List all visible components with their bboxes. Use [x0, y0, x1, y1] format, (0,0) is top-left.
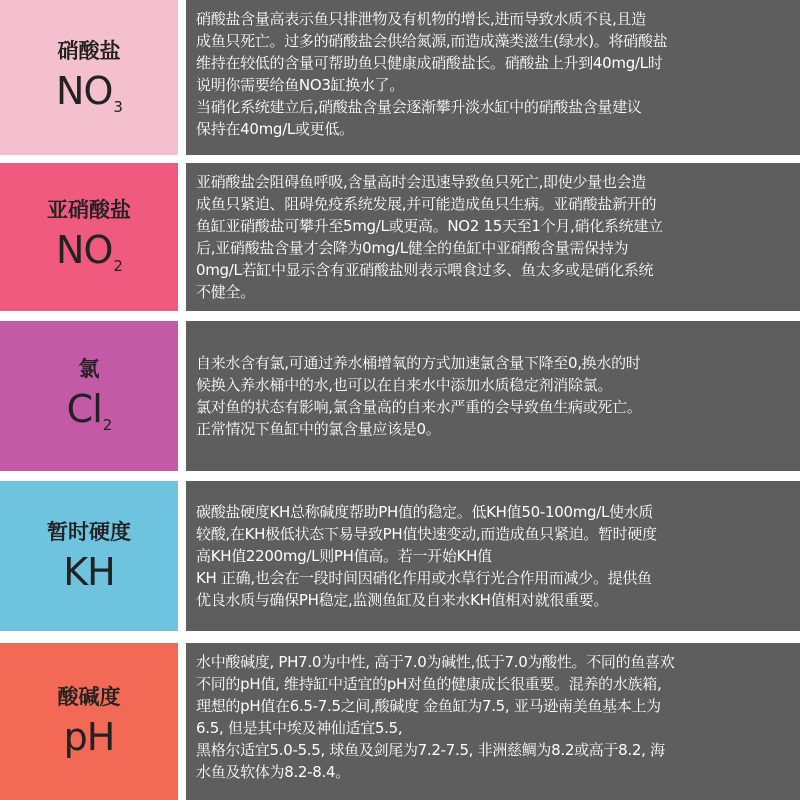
- description-line: 氯对鱼的状态有影响,氯含量高的自来水严重的会导致鱼生病或死亡。: [196, 398, 642, 416]
- description-line: 优良水质与确保PH稳定,监测鱼缸及自来水KH值相对就很重要。: [196, 591, 609, 609]
- description-line: 成鱼只死亡。过多的硝酸盐会供给氮源,而造成藻类滋生(绿水)。将硝酸盐: [196, 32, 668, 50]
- row-carbonate-hardness: [0, 481, 800, 631]
- description-line: 理想的pH值在6.5-7.5之间,酸碱度 金鱼缸为7.5, 亚马逊南美鱼基本上为: [196, 697, 661, 715]
- chemical-formula: KH: [63, 549, 115, 594]
- description-line: 不健全。: [196, 283, 255, 301]
- chemical-formula: pH: [63, 715, 115, 759]
- row-chlorine: [0, 321, 800, 471]
- description-line: 0mg/L若缸中显示含有亚硝酸盐则表示喂食过多、鱼太多或是硝化系统: [196, 261, 654, 279]
- description-line: 硝酸盐含量高表示鱼只排泄物及有机物的增长,进而导致水质不良,且造: [196, 10, 646, 28]
- parameter-name: 硝酸盐: [57, 38, 121, 63]
- description-line: 高KH值2200mg/L则PH值高。若一开始KH值: [196, 547, 492, 565]
- description-line: 不同的pH值, 维持缸中适宜的pH对鱼的健康成长很重要。混养的水族箱,: [196, 675, 662, 693]
- description-line: 说明你需要给鱼NO3缸换水了。: [196, 76, 405, 94]
- description-chlorine: [186, 321, 800, 471]
- row-nitrite: [0, 163, 800, 311]
- chemical-formula: $NO_3$: [56, 68, 122, 116]
- parameter-name: 亚硝酸盐: [47, 198, 131, 222]
- label-cell-chlorine: [0, 321, 178, 471]
- chemical-formula: $Cl_2$: [66, 387, 112, 434]
- chemical-formula: $NO_2$: [56, 228, 122, 275]
- description-line: 水鱼及软体为8.2-8.4。: [196, 763, 350, 781]
- parameter-name: 氯: [78, 357, 100, 381]
- description-line: 水中酸碱度, PH7.0为中性, 高于7.0为碱性,低于7.0为酸性。不同的鱼喜欢: [196, 653, 675, 671]
- description-carbonate-hardness: [186, 481, 800, 631]
- description-line: 维持在较低的含量可帮助鱼只健康成硝酸盐长。硝酸盐上升到40mg/L时: [196, 54, 663, 72]
- parameter-name: 暂时硬度: [47, 519, 131, 544]
- description-line: 6.5, 但是其中埃及神仙适宜5.5,: [196, 719, 403, 737]
- description-nitrate: [186, 0, 800, 155]
- description-line: 成鱼只紧迫、阻碍免疫系统发展,并可能造成鱼只生病。亚硝酸盐新开的: [196, 195, 657, 213]
- description-line: 后,亚硝酸盐含量才会降为0mg/L健全的鱼缸中亚硝酸含量需保持为: [196, 239, 629, 257]
- label-cell-nitrite: [0, 163, 178, 311]
- description-line: KH 正确,也会在一段时间因硝化作用或水草行光合作用而减少。提供鱼: [196, 569, 652, 587]
- description-line: 亚硝酸盐会阻碍鱼呼吸,含量高时会迅速导致鱼只死亡,即使少量也会造: [196, 173, 646, 191]
- label-cell-ph: [0, 643, 178, 800]
- description-line: 碳酸盐硬度KH总称碱度帮助PH值的稳定。低KH值50-100mg/L使水质: [196, 503, 654, 521]
- description-line: 鱼缸亚硝酸盐可攀升至5mg/L或更高。NO2 15天至1个月,硝化系统建立: [196, 217, 663, 235]
- label-cell-nitrate: [0, 0, 178, 155]
- description-line: 黑格尔适宜5.0-5.5, 球鱼及剑尾为7.2-7.5, 非洲慈鲷为8.2或高于8.2, 海: [196, 741, 665, 759]
- description-line: 较酸,在KH极低状态下易导致PH值快速变动,而造成鱼只紧迫。暂时硬度: [196, 525, 657, 543]
- description-line: 自来水含有氯,可通过养水桶增氧的方式加速氯含量下降至0,换水的时: [196, 354, 641, 372]
- description-line: 候换入养水桶中的水,也可以在自来水中添加水质稳定剂消除氯。: [196, 376, 613, 394]
- row-ph: [0, 643, 800, 800]
- row-nitrate: [0, 0, 800, 155]
- description-ph: [186, 643, 800, 800]
- description-line: 保持在40mg/L或更低。: [196, 120, 354, 138]
- description-line: 正常情况下鱼缸中的氯含量应该是0。: [196, 420, 441, 438]
- parameter-name: 酸碱度: [57, 685, 121, 709]
- description-line: 当硝化系统建立后,硝酸盐含量会逐渐攀升淡水缸中的硝酸盐含量建议: [196, 98, 642, 116]
- label-cell-carbonate-hardness: [0, 481, 178, 631]
- description-nitrite: [186, 163, 800, 311]
